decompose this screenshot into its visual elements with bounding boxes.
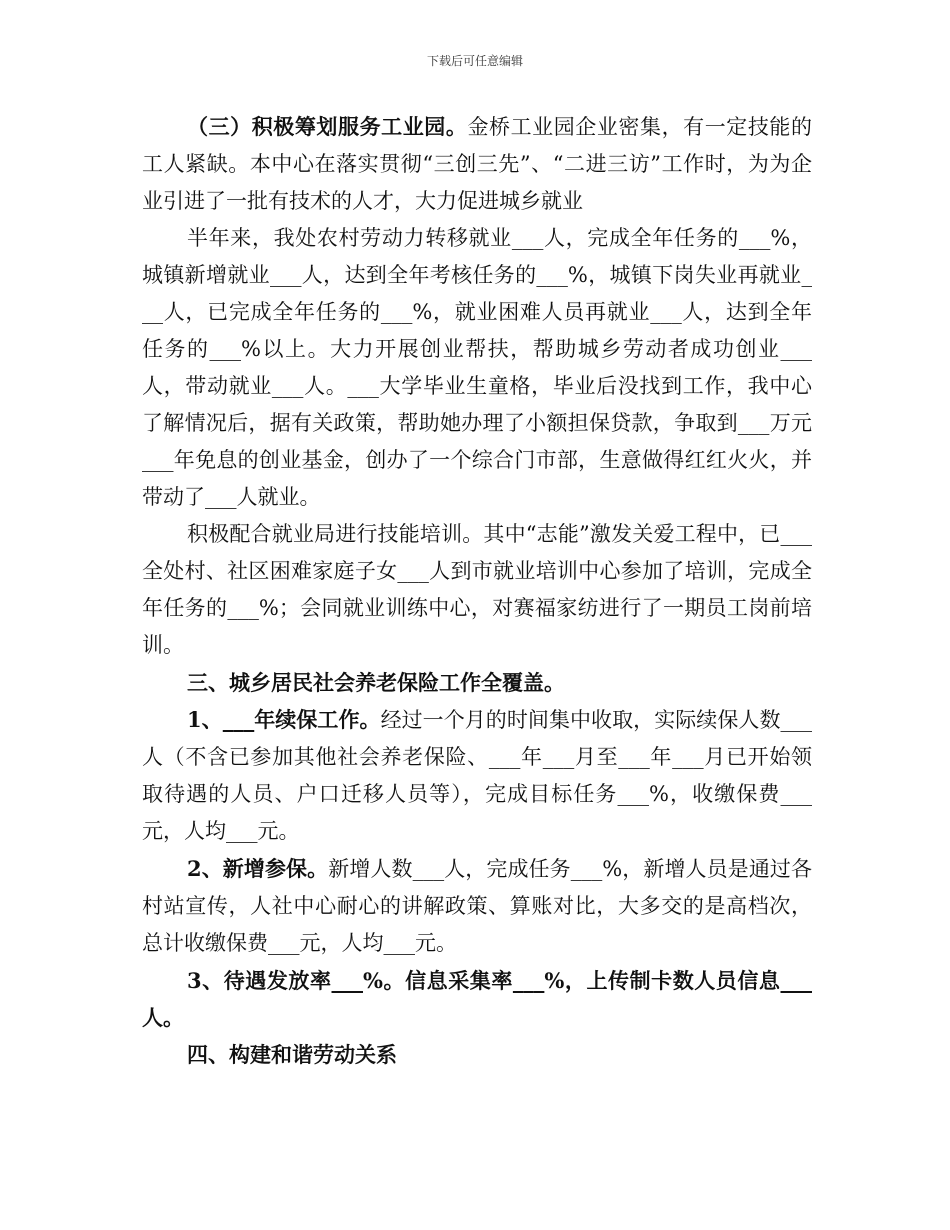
paragraph-lead: 3、待遇发放率___%。信息采集率___%，上传制卡数人员信息___人。 (142, 968, 812, 1030)
paragraph-payment-rate (142, 962, 812, 1036)
paragraph-lead: 2、新增参保。 (187, 856, 329, 881)
section-heading-text: 三、城乡居民社会养老保险工作全覆盖。 (187, 670, 565, 695)
section-heading-text: 四、构建和谐劳动关系 (187, 1042, 397, 1067)
section-heading-labor-relations (142, 1036, 812, 1073)
document-body (142, 108, 812, 1073)
page-header-note: 下载后可任意编辑 (426, 54, 523, 68)
section-heading-pension (142, 664, 812, 701)
paragraph-text: 金桥工业园企业密集，有一定技能的工人紧缺。本中心在落实贯彻“三创三先”、“二进三访”工作时，为为企业引进了一批有技术的人才，大力促进城乡就业 (142, 115, 813, 213)
paragraph-new-insurance (142, 850, 812, 962)
paragraph-industrial-park (142, 108, 812, 220)
paragraph-skill-training (142, 516, 812, 664)
paragraph-renewal-insurance (142, 701, 812, 850)
paragraph-lead: 1、___年续保工作。 (187, 707, 381, 732)
paragraph-text: 积极配合就业局进行技能培训。其中“志能”激发关爱工程中，已___全处村、社区困难家庭子女___人到市就业培训中心参加了培训，完成全年任务的___%；会同就业训练中心，对赛福家纺进行了一期员工岗前培训。 (142, 522, 812, 657)
paragraph-text: 半年来，我处农村劳动力转移就业___人，完成全年任务的___%，城镇新增就业___人，达到全年考核任务的___%，城镇下岗失业再就业___人，已完成全年任务的___%，就业困难人员再就业___人，达到全年任务的___%以上。大力开展创业帮扶，帮助城乡劳动者成功创业___人，带动就业___人。___大学毕业生童格，毕业后没找到工作，我中心了解情况后，据有关政策，帮助她办理了小额担保贷款，争取到___万元___年免息的创业基金，创办了一个综合门市部，生意做得红红火火，并带动了___人就业。 (142, 226, 812, 509)
paragraph-text: 经过一个月的时间集中收取，实际续保人数___人（不含已参加其他社会养老保险、___年___月至___年___月已开始领取待遇的人员、户口迁移人员等），完成目标任务___%，收缴保费___元，人均___元。 (142, 708, 812, 843)
paragraph-lead: （三）积极筹划服务工业园。 (187, 114, 468, 139)
paragraph-half-year-employment (142, 220, 812, 516)
paragraph-text: 新增人数___人，完成任务___%，新增人员是通过各村站宣传，人社中心耐心的讲解政策、算账对比，大多交的是高档次，总计收缴保费___元，人均___元。 (142, 857, 812, 955)
